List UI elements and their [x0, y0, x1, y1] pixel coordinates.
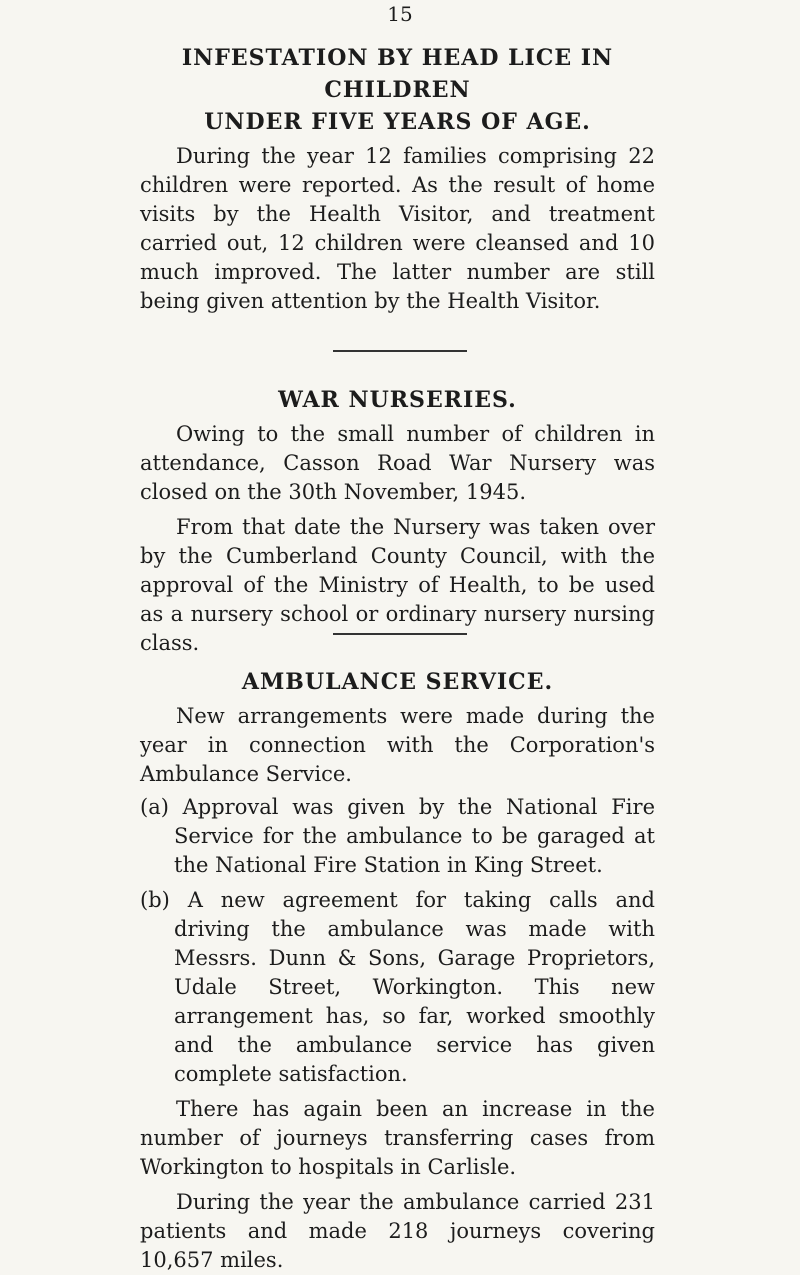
- list-item-b: (b) A new agreement for taking calls and driving the ambulance was made with Messrs. Dunn & Sons, Garage Proprietors, Udale Street, Workington. This new arrangement has, so far, worked smoothly and the ambulance service has given complete satisfaction.: [140, 888, 655, 1086]
- paragraph-head-lice: During the year 12 families comprising 22 children were reported. As the result of home visits by the Health Visitor, and treatment carried out, 12 children were cleansed and 10 much improved. The latter number are still being given attention by the Health Visitor.: [140, 144, 655, 313]
- paragraph-ambulance-3: During the year the ambulance carried 231 patients and made 218 journeys covering 10,657 miles.: [140, 1190, 655, 1272]
- section-ambulance: [140, 666, 655, 1275]
- paragraph-war-nurseries-1: Owing to the small number of children in attendance, Casson Road War Nursery was closed on the 30th November, 1945.: [140, 422, 655, 504]
- paragraph-ambulance-1: New arrangements were made during the year in connection with the Corporation's Ambulance Service.: [140, 704, 655, 786]
- heading-head-lice-line1: INFESTATION BY HEAD LICE IN CHILDREN: [181, 45, 614, 103]
- section-divider: [333, 350, 467, 352]
- paragraph-ambulance-2: There has again been an increase in the number of journeys transferring cases from Workington to hospitals in Carlisle.: [140, 1097, 655, 1179]
- heading-head-lice-line2: UNDER FIVE YEARS OF AGE.: [204, 109, 591, 135]
- section-war-nurseries: [140, 384, 655, 658]
- heading-ambulance: AMBULANCE SERVICE.: [241, 669, 554, 695]
- heading-war-nurseries: WAR NURSERIES.: [278, 387, 517, 413]
- list-item-a: (a) Approval was given by the National Fire Service for the ambulance to be garaged at the National Fire Station in King Street.: [140, 795, 655, 877]
- section-head-lice: [140, 42, 655, 316]
- paragraph-war-nurseries-2: From that date the Nursery was taken over by the Cumberland County Council, with the approval of the Ministry of Health, to be used as a nursery school or ordinary nursery nursing class.: [140, 515, 655, 655]
- page-number: 15: [387, 2, 413, 26]
- section-divider: [333, 633, 467, 635]
